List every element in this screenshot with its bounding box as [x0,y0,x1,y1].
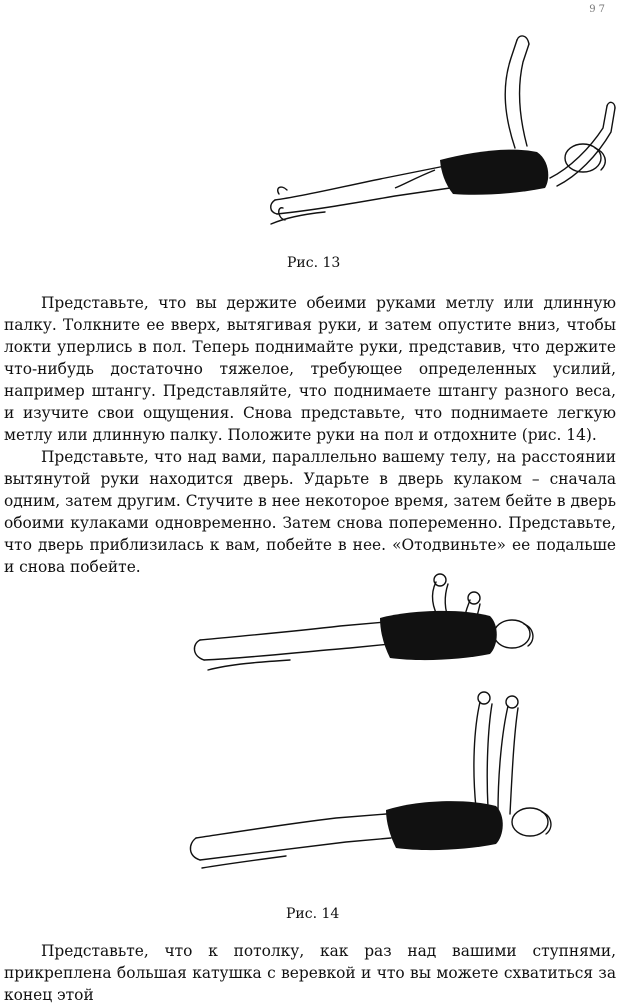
figure-13-caption: Рис. 13 [287,255,341,271]
figure-14-illustration-top [190,570,550,690]
paragraph-1: Представьте, что вы держите обеими руками метлу или длинную палку. Толкните ее вверх, вытягивая руки, и затем опустите вниз, чтобы локти уперлись в пол. Теперь поднимайте руки, представив, что держите что-нибудь достаточно тяжелое, требующее определенных усилий, например штангу. Представляйте, что поднимаете штангу разного веса, и изучите свои ощущения. Снова представьте, что поднимаете легкую метлу или длинную палку. Положите руки на пол и отдохните (рис. 14). [4,294,616,444]
figure-13-illustration [265,28,620,233]
figure-14-illustration-bottom [186,688,556,883]
figure-14-caption: Рис. 14 [286,906,340,922]
paragraph-3: Представьте, что к потолку, как раз над вашими ступнями, прикреплена большая катушка с веревкой и что вы можете схватиться за конец этой [4,942,616,1004]
page-number: 97 [589,4,608,15]
paragraph-2: Представьте, что над вами, параллельно вашему телу, на расстоянии вытянутой руки находится дверь. Ударьте в дверь кулаком – сначала одним, затем другим. Стучите в нее некоторое время, затем бейте в дверь обоими кулаками одновременно. Затем снова попеременно. Представьте, что дверь приблизилась к вам, побейте в нее. «Отодвиньте» ее подальше и снова побейте. [4,448,616,576]
